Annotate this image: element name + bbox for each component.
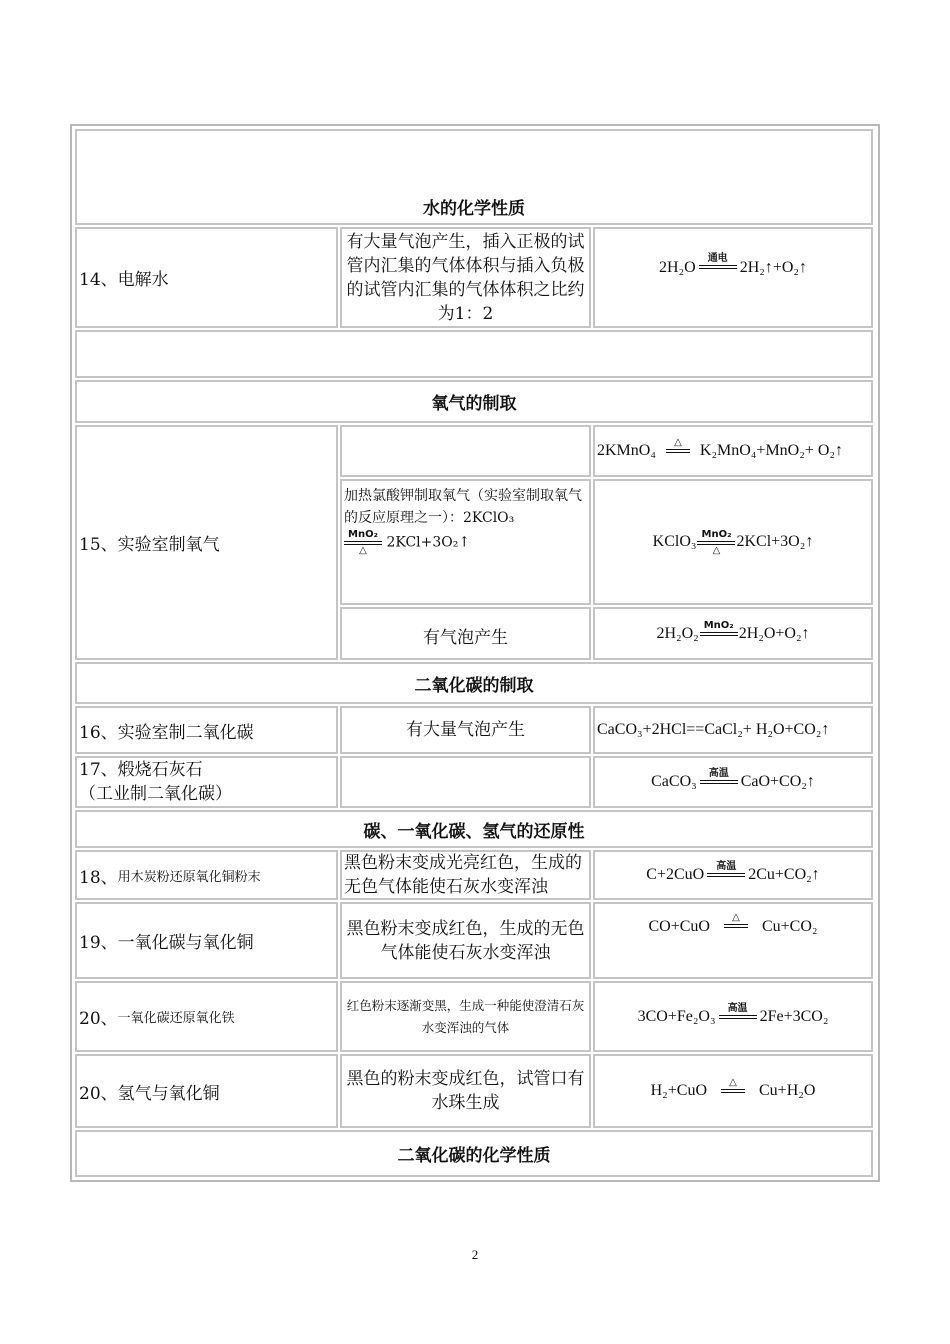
row-label-line1: 17、煅烧石灰石 [79, 760, 203, 780]
observation-text: 有气泡产生 [423, 627, 508, 648]
observation-text: 加热氯酸钾制取氧气（实验室制取氧气的反应原理之一）：2KClO₃ [344, 488, 582, 526]
section-header-reduction [75, 810, 873, 848]
section-title: 二氧化碳的制取 [414, 675, 534, 696]
row-label-number: 20、 [79, 1009, 118, 1029]
condition-text: 高温 [727, 1002, 748, 1014]
eq-right: K₂MnO₄+MnO₂+ O₂↑ [699, 442, 843, 459]
condition-heat [724, 912, 748, 928]
eq-right: 2H₂↑+O₂↑ [739, 259, 807, 276]
section-title: 水的化学性质 [423, 199, 525, 219]
row-label-text: 16、实验室制二氧化碳 [79, 722, 254, 743]
row-label-number: 18、 [79, 867, 118, 888]
observation-tail: 2KCl+3O₂↑ [386, 534, 471, 551]
row-label-text: 14、电解水 [79, 270, 169, 290]
row-equation-18 [593, 850, 873, 900]
row-observation-15b [340, 479, 591, 605]
row-label-15 [75, 425, 338, 660]
section-header-oxygen [75, 380, 873, 423]
section-header-co2-props [75, 1130, 873, 1177]
condition-text: MnO₂ [348, 529, 378, 540]
eq-right: CaO+CO₂↑ [740, 773, 815, 790]
condition-high-temp [719, 1003, 757, 1019]
equation-text: CaCO₃+2HCl==CaCl₂+ H₂O+CO₂↑ [597, 721, 830, 738]
row-equation-16 [593, 706, 873, 754]
condition-text-below: △ [712, 544, 721, 556]
eq-left: CaCO₃ [651, 773, 697, 790]
row-equation-15a [593, 425, 873, 477]
row-label-20a [75, 981, 338, 1052]
observation-text: 黑色粉末变成光亮红色，生成的无色气体能使石灰水变浑浊 [344, 853, 582, 897]
condition-text: △ [732, 912, 740, 923]
row-label-19 [75, 902, 338, 979]
row-label-20b [75, 1054, 338, 1128]
condition-text: △ [729, 1077, 737, 1088]
eq-left: 2KMnO₄ [597, 442, 656, 459]
observation-block [344, 485, 587, 556]
section-title: 碳、一氧化碳、氢气的还原性 [363, 821, 585, 842]
equals-bar [700, 632, 738, 636]
row-label-text: 19、一氧化碳与氧化铜 [79, 933, 254, 953]
row-observation-20a [340, 981, 591, 1052]
condition-high-temp [707, 861, 745, 877]
row-observation-17 [340, 756, 591, 808]
condition-mno2-heat [697, 529, 735, 556]
eq-left: 2H₂O₂ [656, 624, 699, 642]
eq-right: Cu+CO₂ [761, 918, 818, 935]
eq-left: H₂+CuO [650, 1082, 707, 1099]
equals-bar [719, 1015, 757, 1019]
row-equation-15c [593, 607, 873, 660]
row-observation-18 [340, 850, 591, 900]
section-title: 二氧化碳的化学性质 [397, 1146, 551, 1166]
eq-right: Cu+H₂O [759, 1082, 816, 1099]
condition-text: MnO₂ [701, 528, 732, 540]
row-label-17 [75, 756, 338, 808]
row-equation-17 [593, 756, 873, 808]
row-label-text: 一氧化碳还原氧化铁 [117, 1011, 235, 1026]
section-title: 氧气的制取 [431, 394, 517, 414]
condition-high-temp [700, 768, 738, 784]
blank-row [75, 330, 873, 378]
eq-right: 2Cu+CO₂↑ [748, 866, 820, 883]
condition-text: △ [674, 437, 682, 448]
row-observation-19 [340, 902, 591, 979]
row-equation-14 [593, 227, 873, 328]
row-equation-20a [593, 981, 873, 1052]
eq-right: 2H₂O+O₂↑ [738, 624, 810, 642]
row-label-line2: （工业制二氧化碳） [79, 784, 232, 804]
condition-text: 高温 [708, 768, 729, 779]
row-label-16 [75, 706, 338, 754]
eq-left: KClO₃ [652, 533, 697, 550]
condition-text-below: △ [359, 545, 367, 556]
row-observation-16 [340, 706, 591, 754]
condition-electrolysis [699, 253, 737, 269]
condition-text: 通电 [707, 253, 728, 264]
row-equation-19 [593, 902, 873, 979]
row-observation-20b [340, 1054, 591, 1128]
equals-bar [699, 265, 737, 269]
row-observation-15a [340, 425, 591, 477]
equals-bar [666, 449, 690, 453]
row-equation-20b [593, 1054, 873, 1128]
eq-left: 3CO+Fe₂O₃ [637, 1007, 716, 1025]
condition-text: 高温 [716, 861, 737, 872]
row-observation-14 [340, 227, 591, 328]
condition-mno2 [344, 529, 382, 556]
condition-mno2 [700, 620, 738, 636]
eq-left: CO+CuO [648, 918, 710, 935]
condition-heat [721, 1077, 745, 1093]
equals-bar [724, 924, 748, 928]
equals-bar [721, 1089, 745, 1093]
condition-text: MnO₂ [703, 619, 734, 631]
eq-left: C+2CuO [646, 866, 705, 883]
equals-bar [707, 873, 745, 877]
row-label-text: 15、实验室制氧气 [79, 535, 220, 555]
page-number: 2 [471, 1247, 479, 1262]
row-label-block [79, 758, 232, 806]
row-equation-15b [593, 479, 873, 605]
eq-left: 2H₂O [659, 259, 696, 276]
row-observation-15c [340, 607, 591, 660]
observation-text: 有大量气泡产生，插入正极的试管内汇集的气体体积与插入负极的试管内汇集的气体体积之比约为1：2 [346, 231, 585, 324]
row-label-14 [75, 227, 338, 328]
eq-right: 2Fe+3CO₂ [759, 1007, 829, 1025]
row-label-text: 20、氢气与氧化铜 [79, 1083, 220, 1104]
equals-bar [700, 780, 738, 784]
row-label-18 [75, 850, 338, 900]
row-label-text: 用木炭粉还原氧化铜粉末 [117, 869, 261, 885]
eq-right: 2KCl+3O₂↑ [736, 533, 814, 550]
section-header-co2-prep [75, 662, 873, 704]
section-header-water [75, 129, 873, 225]
condition-heat [666, 437, 690, 453]
observation-text: 红色粉末逐渐变黑，生成一种能使澄清石灰水变浑浊的气体 [346, 997, 585, 1035]
observation-text: 黑色粉末变成红色，生成的无色气体能使石灰水变浑浊 [346, 918, 585, 963]
observation-text: 有大量气泡产生 [406, 720, 525, 740]
observation-text: 黑色的粉末变成红色，试管口有水珠生成 [346, 1069, 585, 1113]
